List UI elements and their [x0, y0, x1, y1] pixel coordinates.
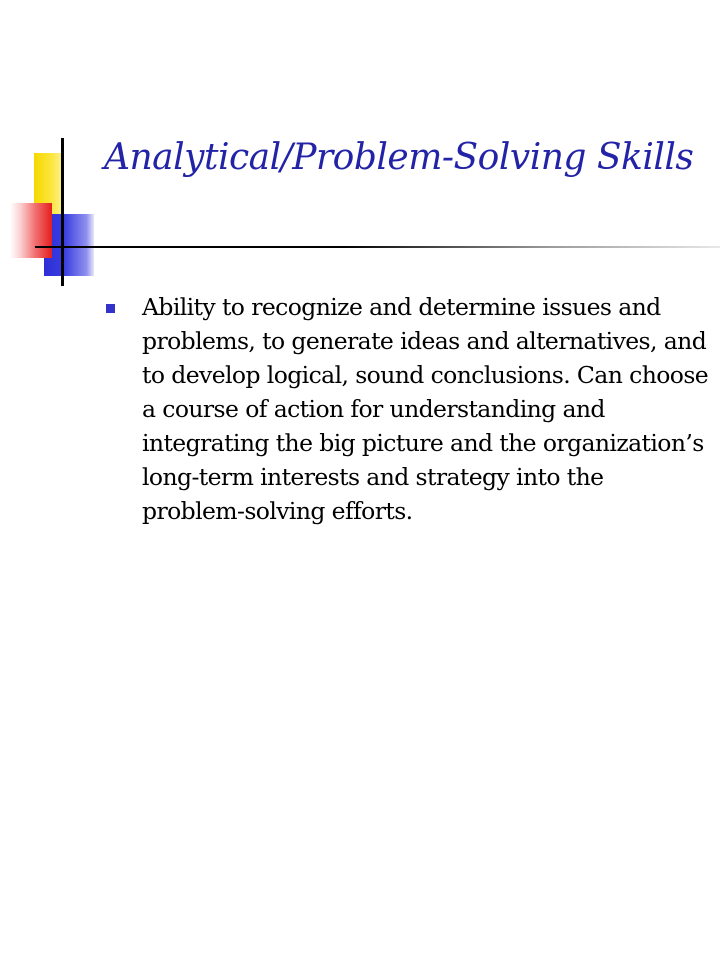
bullet-item — [104, 290, 709, 528]
bullet-list — [104, 290, 709, 528]
square-bullet-icon — [106, 304, 115, 313]
slide-title: Analytical/Problem-Solving Skills — [104, 137, 694, 178]
bullet-text: Ability to recognize and determine issues and problems, to generate ideas and alternatives, and to develop logical, sound conclusions. Can choose a course of action for understanding and integrating the big picture and the organization’s long-term interests and strategy into the problem-solving efforts. — [142, 293, 709, 525]
decorative-vertical-line — [61, 138, 64, 286]
decorative-red-block — [10, 203, 52, 258]
title-underline-rule — [35, 246, 720, 248]
